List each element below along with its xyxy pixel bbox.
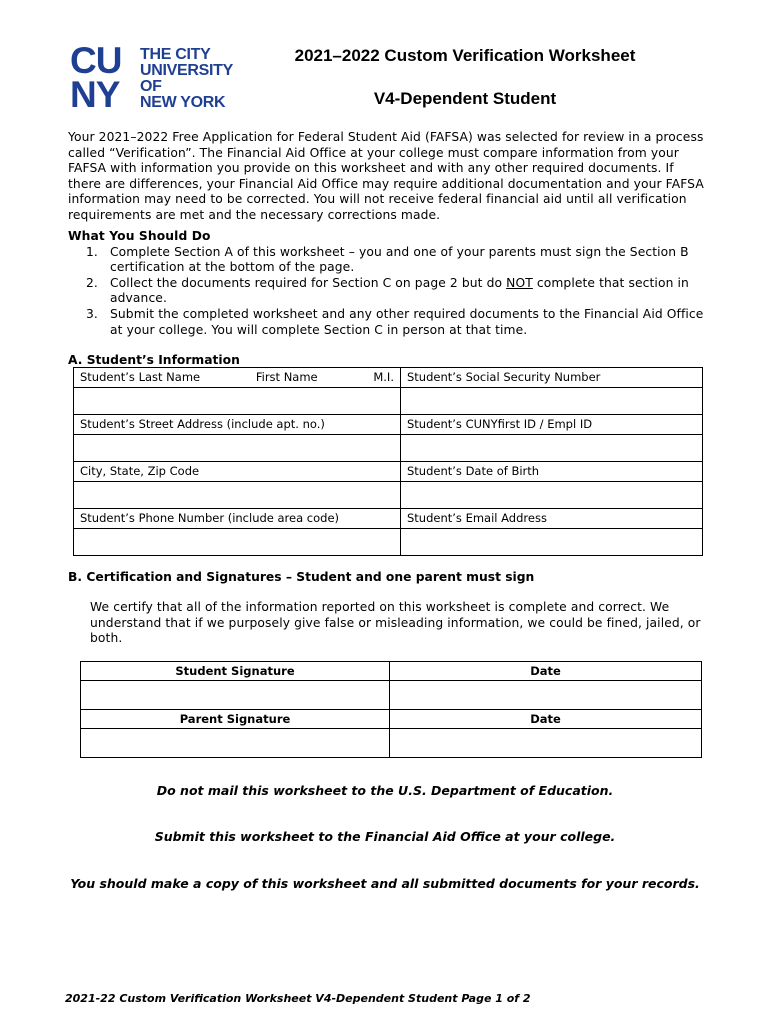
email-field[interactable] <box>401 529 703 556</box>
student-signature-label: Student Signature <box>81 662 390 681</box>
step-text: Submit the completed worksheet and any other required documents to the Financial Aid Office at your college. You will complete Section C in person at that time. <box>110 306 704 337</box>
logo-letters-top: CU <box>70 40 122 81</box>
step-number: 3. <box>86 306 98 321</box>
notice-do-not-mail: Do not mail this worksheet to the U.S. Department of Education. <box>156 783 614 798</box>
phone-label: Student’s Phone Number (include area code) <box>74 509 401 529</box>
dob-label: Student’s Date of Birth <box>401 462 703 482</box>
step-number: 2. <box>86 275 98 290</box>
city-field[interactable] <box>74 482 401 509</box>
street-label: Student’s Street Address (include apt. no.) <box>74 415 401 435</box>
name-field[interactable] <box>74 388 401 415</box>
city-label: City, State, Zip Code <box>74 462 401 482</box>
parent-signature-field[interactable] <box>81 729 390 758</box>
step-text-after: complete that section in advance. <box>110 275 689 306</box>
logo-line: UNIVERSITY <box>140 62 234 79</box>
notice-submit: Submit this worksheet to the Financial Aid Office at your college. <box>154 829 616 844</box>
parent-signature-label: Parent Signature <box>81 710 390 729</box>
section-b-title: B. Certification and Signatures – Student and one parent must sign <box>68 570 535 584</box>
student-signature-field[interactable] <box>81 681 390 710</box>
first-name-label: First Name <box>255 370 318 384</box>
logo-line: OF <box>140 78 162 95</box>
phone-field[interactable] <box>74 529 401 556</box>
logo-letters-bottom: NY <box>70 74 120 115</box>
name-labels-cell <box>74 368 401 388</box>
email-label: Student’s Email Address <box>401 509 703 529</box>
parent-date-field[interactable] <box>390 729 702 758</box>
cuny-logo-wordmark <box>140 47 233 111</box>
student-date-field[interactable] <box>390 681 702 710</box>
dob-field[interactable] <box>401 482 703 509</box>
instructions-heading: What You Should Do <box>68 229 211 243</box>
notice-make-copy: You should make a copy of this worksheet and all submitted documents for your records. <box>70 876 700 891</box>
page-footer: 2021-22 Custom Verification Worksheet V4-Dependent Student Page 1 of 2 <box>65 992 531 1005</box>
list-item <box>86 245 708 276</box>
list-item <box>86 307 708 338</box>
last-name-label: Student’s Last Name <box>80 370 201 384</box>
instructions <box>68 229 708 338</box>
student-date-label: Date <box>390 662 702 681</box>
step-emphasis: NOT <box>506 275 533 290</box>
step-text-before: Collect the documents required for Section C on page 2 but do <box>110 275 507 290</box>
cuny-logo-mark <box>70 40 140 115</box>
mi-label: M.I. <box>373 370 394 384</box>
cuny-id-field[interactable] <box>401 435 703 462</box>
logo-line: THE CITY <box>140 46 211 63</box>
ssn-label: Student’s Social Security Number <box>401 368 703 388</box>
intro-paragraph: Your 2021–2022 Free Application for Federal Student Aid (FAFSA) was selected for review in a process called “Verification”. The Financial Aid Office at your college must compare information from your FAFSA with information you provide on this worksheet and with any other required documents. If there are differences, your Financial Aid Office may require additional documentation and your FAFSA information may need to be corrected. You will not receive federal financial aid until all verification requirements are met and the necessary corrections made. <box>68 130 704 222</box>
step-number: 1. <box>86 244 98 259</box>
cuny-id-label: Student’s CUNYfirst ID / Empl ID <box>401 415 703 435</box>
student-information-table <box>73 367 703 556</box>
step-text <box>110 276 708 307</box>
ssn-field[interactable] <box>401 388 703 415</box>
page-title: 2021–2022 Custom Verification Worksheet <box>294 46 636 65</box>
logo-line: NEW YORK <box>140 94 226 111</box>
signature-table <box>80 661 702 758</box>
step-text: Complete Section A of this worksheet – you and one of your parents must sign the Section B certification at the bottom of the page. <box>110 244 689 275</box>
street-field[interactable] <box>74 435 401 462</box>
list-item <box>86 276 708 307</box>
section-a-title: A. Student’s Information <box>68 353 240 367</box>
parent-date-label: Date <box>390 710 702 729</box>
page-subtitle: V4-Dependent Student <box>373 89 557 108</box>
certification-text: We certify that all of the information reported on this worksheet is complete and correct. We understand that if we purposely give false or misleading information, we could be fined, jailed, or both. <box>90 600 701 646</box>
